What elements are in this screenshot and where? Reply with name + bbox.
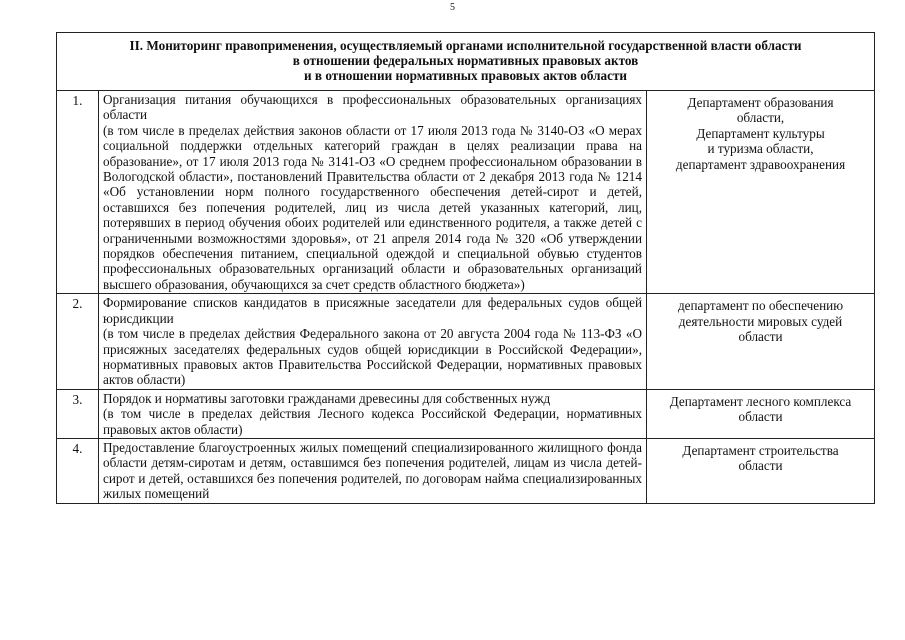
- row-subject-cell: [99, 438, 647, 503]
- department-line: и туризма области,: [707, 141, 814, 157]
- row-note: (в том числе в пределах действия Федерального закона от 20 августа 2004 года № 113-ФЗ «О присяжных заседателях федеральных судов общей юрисдикции в Российской Федерации», нормативных правовых актов Правительства Российской Федерации, нормативных правовых актов области): [103, 326, 642, 388]
- department-line: департамент по обеспечению: [677, 298, 844, 314]
- row-number: 4.: [57, 438, 99, 503]
- row-subject: Предоставление благоустроенных жилых помещений специализированного жилищного фонда области детям-сиротам и детям, оставшимся без попечения родителей, лицам из числа детей-сирот и детей, оставшихся без попечения родителей, по договорам найма специализированных жилых помещений: [103, 439, 642, 502]
- section-title-line-3: и в отношении нормативных правовых актов области: [304, 68, 628, 83]
- table-row: [57, 91, 875, 294]
- department-line: Департамент культуры: [696, 125, 825, 141]
- department-line: департамент здравоохранения: [675, 156, 846, 172]
- row-departments: [647, 389, 875, 438]
- row-subject: Порядок и нормативы заготовки гражданами древесины для собственных нужд: [103, 390, 551, 406]
- department-line: деятельности мировых судей: [678, 313, 843, 329]
- page-number: 5: [450, 2, 455, 13]
- row-subject: Организация питания обучающихся в профессиональных образовательных организациях области: [103, 92, 642, 123]
- department-line: области: [738, 329, 783, 345]
- monitoring-table: [56, 32, 875, 504]
- department-line: Департамент лесного комплекса: [669, 393, 852, 409]
- department-line: Департамент строительства: [682, 442, 839, 458]
- section-heading: [57, 33, 875, 91]
- department-line: области: [738, 409, 783, 425]
- table-row: [57, 294, 875, 389]
- row-number: 1.: [57, 91, 99, 294]
- row-subject-cell: [99, 294, 647, 389]
- department-line: области: [738, 458, 783, 474]
- section-title-line-2: в отношении федеральных нормативных правовых актов: [292, 53, 639, 68]
- row-departments: [647, 438, 875, 503]
- row-departments: [647, 294, 875, 389]
- table-row: [57, 438, 875, 503]
- row-number: 3.: [57, 389, 99, 438]
- row-departments: [647, 91, 875, 294]
- section-title-line-1: II. Мониторинг правоприменения, осуществляемый органами исполнительной государственной власти области: [129, 38, 802, 53]
- table-row: [57, 389, 875, 438]
- section-heading-row: [57, 33, 875, 91]
- row-number: 2.: [57, 294, 99, 389]
- row-subject-cell: [99, 389, 647, 438]
- department-line: Департамент образования: [687, 95, 834, 110]
- department-line: области,: [736, 110, 785, 126]
- row-subject-cell: [99, 91, 647, 294]
- row-note: (в том числе в пределах действия Лесного кодекса Российской Федерации, нормативных правовых актов области): [103, 406, 642, 437]
- row-note: (в том числе в пределах действия законов области от 17 июля 2013 года № 3140-ОЗ «О мерах социальной поддержки отдельных категорий граждан в целях реализации права на образование», от 17 июля 2013 года № 3141-ОЗ «О среднем профессиональном образовании в Вологодской области», постановлений Правительства области от 2 декабря 2013 года № 1214 «Об установлении норм полного государственного обеспечения детей-сирот и детей, оставшихся без попечения родителей, лиц из числа детей указанных категорий, лиц, потерявших в период обучения обоих родителей или единственного родителя, а также детей с ограниченными возможностями здоровья», от 21 апреля 2014 года № 320 «Об утверждении порядков обеспечения питанием, специальной одеждой и специальной обувью студентов профессиональных образовательных организаций области и образовательных организаций высшего образования, обучающихся за счет средств областного бюджета»): [103, 122, 642, 292]
- row-subject: Формирование списков кандидатов в присяжные заседатели для федеральных судов общей юрисдикции: [103, 295, 642, 326]
